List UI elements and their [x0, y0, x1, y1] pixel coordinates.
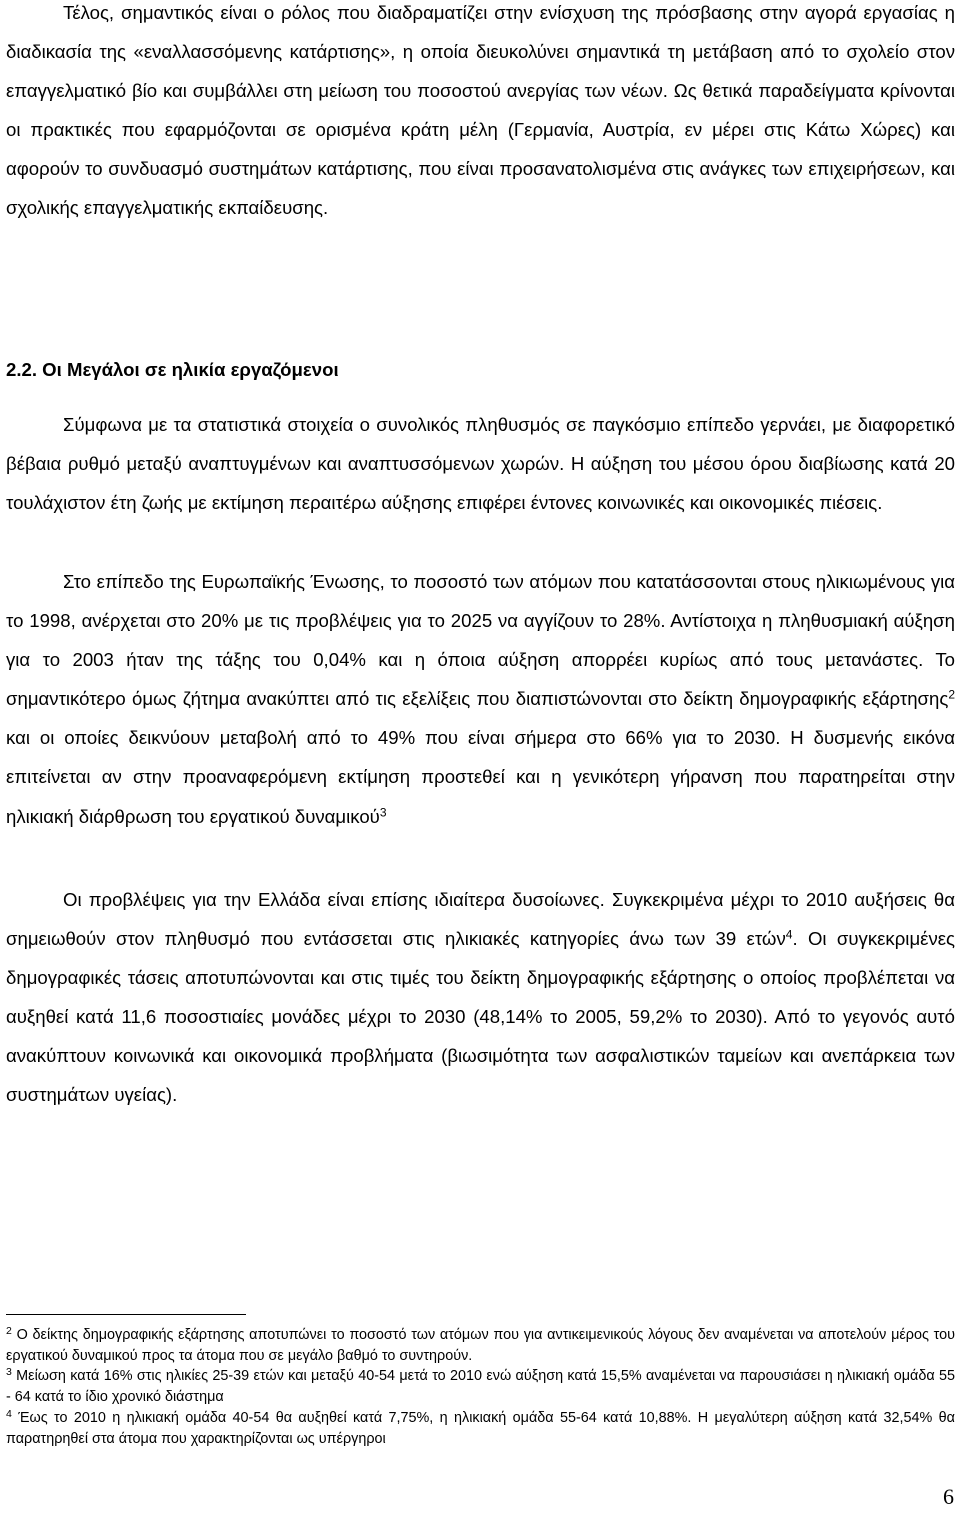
section-heading: 2.2. Οι Μεγάλοι σε ηλικία εργαζόμενοι [6, 359, 339, 380]
paragraph-greece-part2: . Οι συγκεκριμένες δημογραφικές τάσεις αποτυπώνονται και στις τιμές του δείκτη δημογραφικής εξάρτησης ο οποίος προβλέπεται να αυξηθεί κατά 11,6 ποσοστιαίες μονάδες μέχρι το 2030 (48,14% το 2005, 59,2% το 2030). Από το γεγονός αυτό ανακύπτουν κοινωνικά και οικονομικά προβλήματα (βιωσιμότητα των ασφαλιστικών ταμείων και ανεπάρκεια των συστημάτων υγείας). [6, 928, 955, 1106]
paragraph-global-ageing: Σύμφωνα με τα στατιστικά στοιχεία ο συνολικός πληθυσμός σε παγκόσμιο επίπεδο γερνάει, με διαφορετικό βέβαια ρυθμό μεταξύ αναπτυγμένων και αναπτυσσόμενων χωρών. Η αύξηση του μέσου όρου διαβίωσης κατά 20 τουλάχιστον έτη ζωής με εκτίμηση περαιτέρω αύξησης επιφέρει έντονες κοινωνικές και οικονομικές πιέσεις. [6, 414, 955, 514]
footnotes [6, 1325, 955, 1449]
paragraph-eu-ageing-part1: Στο επίπεδο της Ευρωπαϊκής Ένωσης, το ποσοστό των ατόμων που κατατάσσονται στους ηλικιωμένους για το 1998, ανέρχεται στο 20% με τις προβλέψεις για το 2025 να αγγίζουν το 28%. Αντίστοιχα η πληθυσμιακή αύξηση για το 2003 ήταν της τάξης του 0,04% και η όποια αύξηση απορρέει κυρίως από τους μετανάστες. Το σημαντικότερο όμως ζήτημα ανακύπτει από τις εξελίξεις που διαπιστώνονται στο δείκτη δημογραφικής εξάρτησης [6, 571, 955, 710]
page-number: 6 [943, 1484, 954, 1509]
footnote-number: 4 [6, 1407, 12, 1420]
footnote-2 [6, 1325, 955, 1366]
footnote-text: Μείωση κατά 16% στις ηλικίες 25-39 ετών και μεταξύ 40-54 μετά το 2010 ενώ αύξηση κατά 15,5% αναμένεται να παρουσιάσει η ηλικιακή ομάδα 55 - 64 κατά το ίδιο χρονικό διάστημα [6, 1368, 955, 1406]
footnote-number: 3 [6, 1366, 12, 1379]
footnote-ref-3: 3 [379, 804, 387, 819]
paragraph-greece-part1: Οι προβλέψεις για την Ελλάδα είναι επίσης ιδιαίτερα δυσοίωνες. Συγκεκριμένα μέχρι το 2010 αυξήσεις θα σημειωθούν στον πληθυσμό που εντάσσεται στις ηλικιακές κατηγορίες άνω των 39 ετών [6, 889, 955, 950]
footnote-separator [6, 1314, 246, 1315]
paragraph-eu-ageing-part2: και οι οποίες δεικνύουν μεταβολή από το 49% που είναι σήμερα στο 66% για το 2030. Η δυσμενής εικόνα επιτείνεται αν στην προαναφερόμενη εκτίμηση προστεθεί και η γενικότερη γήρανση που παρατηρείται στην ηλικιακή διάρθρωση του εργατικού δυναμικού [6, 727, 955, 827]
footnote-text: Έως το 2010 η ηλικιακή ομάδα 40-54 θα αυξηθεί κατά 7,75%, η ηλικιακή ομάδα 55-64 κατά 10,88%. Η μεγαλύτερη αύξηση κατά 32,54% θα παρατηρηθεί στα άτομα που χαρακτηρίζονται ως υπέργηροι [6, 1409, 955, 1447]
footnote-ref-2: 2 [948, 687, 955, 702]
footnote-number: 2 [6, 1324, 12, 1337]
paragraph-eu-ageing [6, 562, 955, 836]
paragraph-greece-forecast [6, 880, 955, 1115]
footnote-ref-4: 4 [785, 927, 793, 942]
paragraph-apprenticeship: Τέλος, σημαντικός είναι ο ρόλος που διαδραματίζει στην ενίσχυση της πρόσβασης στην αγορά εργασίας η διαδικασία της «εναλλασσόμενης κατάρτισης», η οποία διευκολύνει σημαντικά τη μετάβαση από το σχολείο στον επαγγελματικό βίο και συμβάλλει στη μείωση του ποσοστού ανεργίας των νέων. Ως θετικά παραδείγματα κρίνονται οι πρακτικές που εφαρμόζονται σε ορισμένα κράτη μέλη (Γερμανία, Αυστρία, εν μέρει στις Κάτω Χώρες) και αφορούν το συνδυασμό συστημάτων κατάρτισης, που είναι προσανατολισμένα στις ανάγκες των επιχειρήσεων, και σχολικής επαγγελματικής εκπαίδευσης. [6, 2, 955, 219]
footnote-text: Ο δείκτης δημογραφικής εξάρτησης αποτυπώνει το ποσοστό των ατόμων που για αντικειμενικούς λόγους δεν αναμένεται να αποτελούν μέρος του εργατικού δυναμικού προς τα άτομα που σε μεγάλο βαθμό το συντηρούν. [6, 1327, 955, 1364]
footnote-4 [6, 1408, 955, 1449]
footnote-3 [6, 1366, 955, 1407]
